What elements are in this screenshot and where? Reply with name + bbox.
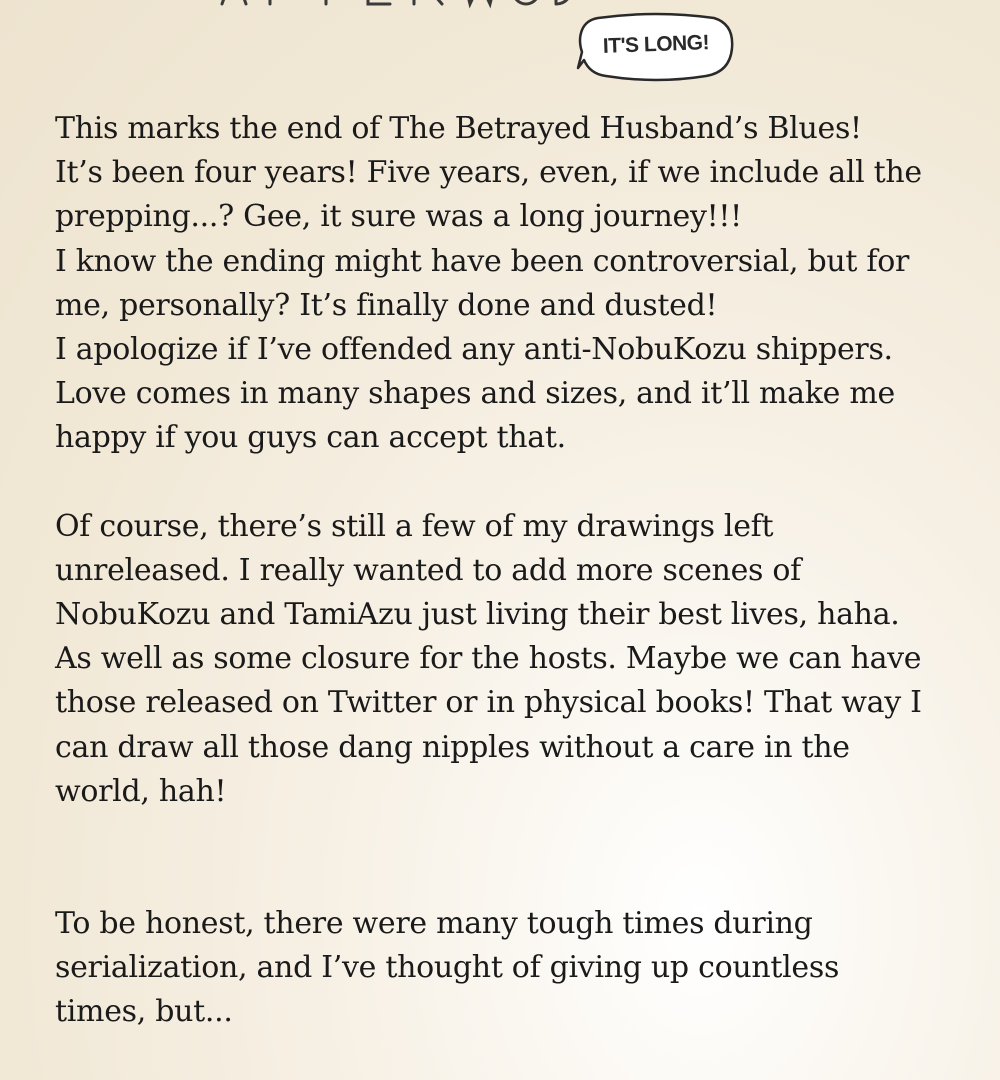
title-lettering-art xyxy=(200,0,580,20)
paragraph-unreleased: Of course, there’s still a few of my drawings left unreleased. I really wanted to add more scenes of NobuKozu and TamiAzu just living their best lives, haha. As well as some closure for the hosts. Maybe we can have those released on Twitter or in physical books! That way I can draw all those dang nipples without a care in the world, hah! xyxy=(55,508,922,809)
paragraph-honest: To be honest, there were many tough times during serialization, and I’ve thought of giving up countless times, but... xyxy=(55,906,840,1030)
paragraph-intro: This marks the end of The Betrayed Husband’s Blues! It’s been four years! Five years, even, if we include all the prepping...? Gee, it sure was a long journey!!! I know the ending might have been controversial, but for me, personally? It’s finally done and dusted! I apologize if I’ve offended any anti-NobuKozu shippers. Love comes in many shapes and sizes, and it’ll make me happy if you guys can accept that. xyxy=(55,111,922,456)
speech-bubble-text: IT'S LONG! xyxy=(602,31,710,58)
afterword-body xyxy=(55,107,960,1035)
